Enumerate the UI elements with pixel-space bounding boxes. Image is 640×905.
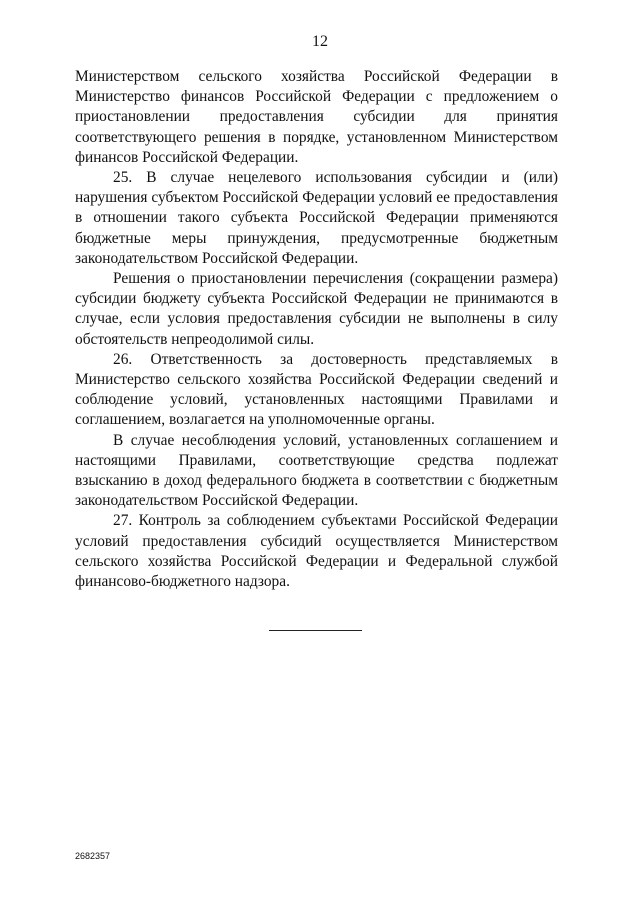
document-code: 2682357 bbox=[75, 851, 111, 861]
paragraph-suspension-decisions: Решения о приостановлении перечисления (сокращении размера) субсидии бюджету субъекта Российской Федерации не принимаются в случае, если условия предоставления субсидии не выполнены в силу обстоятельств непреодолимой силы. bbox=[75, 270, 558, 348]
page-number: 12 bbox=[312, 33, 328, 50]
paragraph-non-compliance: В случае несоблюдения условий, установленных соглашением и настоящими Правилами, соответствующие средства подлежат взысканию в доход федерального бюджета в соответствии с бюджетным законодательством Российской Федерации. bbox=[75, 431, 558, 510]
paragraph-continuation: Министерством сельского хозяйства Российской Федерации в Министерство финансов Российской Федерации с предложением о приостановлении предоставления субсидии для принятия соответствующего решения в порядке, установленном Министерством финансов Российской Федерации. bbox=[75, 68, 558, 166]
paragraph-clause-25: 25. В случае нецелевого использования субсидии и (или) нарушения субъектом Российской Федерации условий ее предоставления в отношении такого субъекта Российской Федерации применяются бюджетные меры принуждения, предусмотренные бюджетным законодательством Российской Федерации. bbox=[75, 169, 558, 267]
paragraph-clause-26: 26. Ответственность за достоверность представляемых в Министерство сельского хозяйства Российской Федерации сведений и соблюдение условий, установленных настоящими Правилами и соглашением, возлагается на уполномоченные органы. bbox=[75, 350, 558, 429]
document-body bbox=[75, 67, 558, 592]
end-divider-line bbox=[269, 630, 362, 631]
paragraph-clause-27: 27. Контроль за соблюдением субъектами Российской Федерации условий предоставления субсидий осуществляется Министерством сельского хозяйства Российской Федерации и Федеральной службой финансово-бюджетного надзора. bbox=[75, 512, 558, 591]
